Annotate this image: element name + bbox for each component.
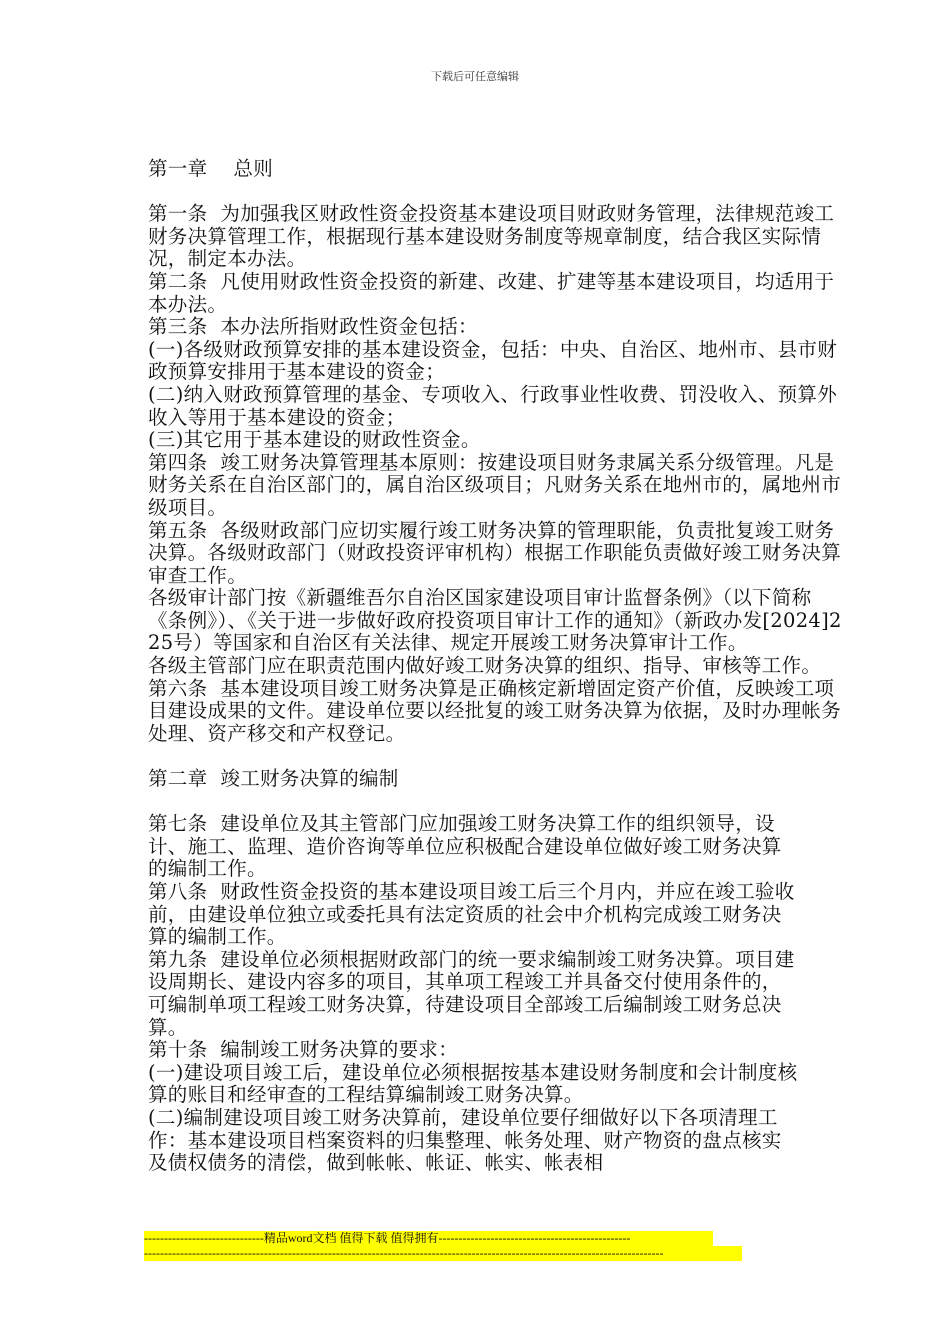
spacer — [148, 181, 848, 204]
document-body — [148, 158, 848, 1175]
page-header-note: 下载后可任意编辑 — [431, 70, 519, 83]
article-3-item-1: (一)各级财政预算安排的基本建设资金，包括：中央、自治区、地州市、县市财政预算安排用于基本建设的资金； — [148, 337, 838, 384]
footer-line-1: ------------------------------精品word文档 值得下载 值得拥有------------------------------------------------ — [144, 1231, 713, 1246]
article-10-item-1: (一)建设项目竣工后，建设单位必须根据按基本建设财务制度和会计制度核算的账目和经审查的工程结算编制竣工财务决算。 — [148, 1060, 798, 1107]
spacer — [148, 745, 848, 768]
chapter-2-title: 第二章 竣工财务决算的编制 — [148, 767, 399, 791]
article-10-item-2: (二)编制建设项目竣工财务决算前，建设单位要仔细做好以下各项清理工作：基本建设项目档案资料的归集整理、帐务处理、财产物资的盘点核实及债权债务的清偿，做到帐帐、帐证、帐实、帐表相 — [148, 1105, 782, 1175]
article-3: 第三条 本办法所指财政性资金包括： — [148, 315, 478, 339]
article-5-audit: 各级审计部门按《新疆维吾尔自治区国家建设项目审计监督条例》（以下简称《条例》）、《关于进一步做好政府投资项目审计工作的通知》（新政办发[2024]225号）等国家和自治区有关法律、规定开展竣工财务决算审计工作。 — [148, 586, 842, 655]
article-1: 第一条 为加强我区财政性资金投资基本建设项目财政财务管理，法律规范竣工财务决算管理工作，根据现行基本建设财务制度等规章制度，结合我区实际情况，制定本办法。 — [148, 202, 835, 271]
spacer — [148, 791, 848, 814]
article-2: 第二条 凡使用财政性资金投资的新建、改建、扩建等基本建设项目，均适用于本办法。 — [148, 269, 835, 316]
chapter-1-section — [148, 203, 848, 745]
chapter-1-title: 第一章 总则 — [148, 157, 273, 180]
article-6: 第六条 基本建设项目竣工财务决算是正确核定新增固定资产价值，反映竣工项目建设成果的文件。建设单位要以经批复的竣工财务决算为依据，及时办理帐务处理、资产移交和产权登记。 — [148, 676, 842, 745]
article-9: 第九条 建设单位必须根据财政部门的统一要求编制竣工财务决算。项目建设周期长、建设内容多的项目，其单项工程竣工并具备交付使用条件的，可编制单项工程竣工财务决算，待建设项目全部竣工后编制竣工财务总决算。 — [148, 947, 795, 1039]
footer-banner — [144, 1231, 742, 1261]
footer-line-2: ---------------------------------------------------------------------------------------------------------------------------------- — [144, 1246, 742, 1261]
article-8: 第八条 财政性资金投资的基本建设项目竣工后三个月内，并应在竣工验收前，由建设单位独立或委托具有法定资质的社会中介机构完成竣工财务决算的编制工作。 — [148, 880, 795, 949]
article-7: 第七条 建设单位及其主管部门应加强竣工财务决算工作的组织领导，设计、施工、监理、造价咨询等单位应积极配合建设单位做好竣工财务决算的编制工作。 — [148, 812, 782, 881]
chapter-2-section — [148, 813, 848, 1175]
article-5-supervisor: 各级主管部门应在职责范围内做好竣工财务决算的组织、指导、审核等工作。 — [148, 654, 822, 678]
article-10: 第十条 编制竣工财务决算的要求： — [148, 1038, 458, 1062]
article-5: 第五条 各级财政部门应切实履行竣工财务决算的管理职能，负责批复竣工财务决算。各级财政部门（财政投资评审机构）根据工作职能负责做好竣工财务决算审查工作。 — [148, 518, 842, 587]
article-4: 第四条 竣工财务决算管理基本原则：按建设项目财务隶属关系分级管理。凡是财务关系在自治区部门的，属自治区级项目；凡财务关系在地州市的，属地州市级项目。 — [148, 450, 842, 519]
article-3-item-3: (三)其它用于基本建设的财政性资金。 — [148, 428, 481, 452]
article-3-item-2: (二)纳入财政预算管理的基金、专项收入、行政事业性收费、罚没收入、预算外收入等用于基本建设的资金； — [148, 382, 838, 429]
